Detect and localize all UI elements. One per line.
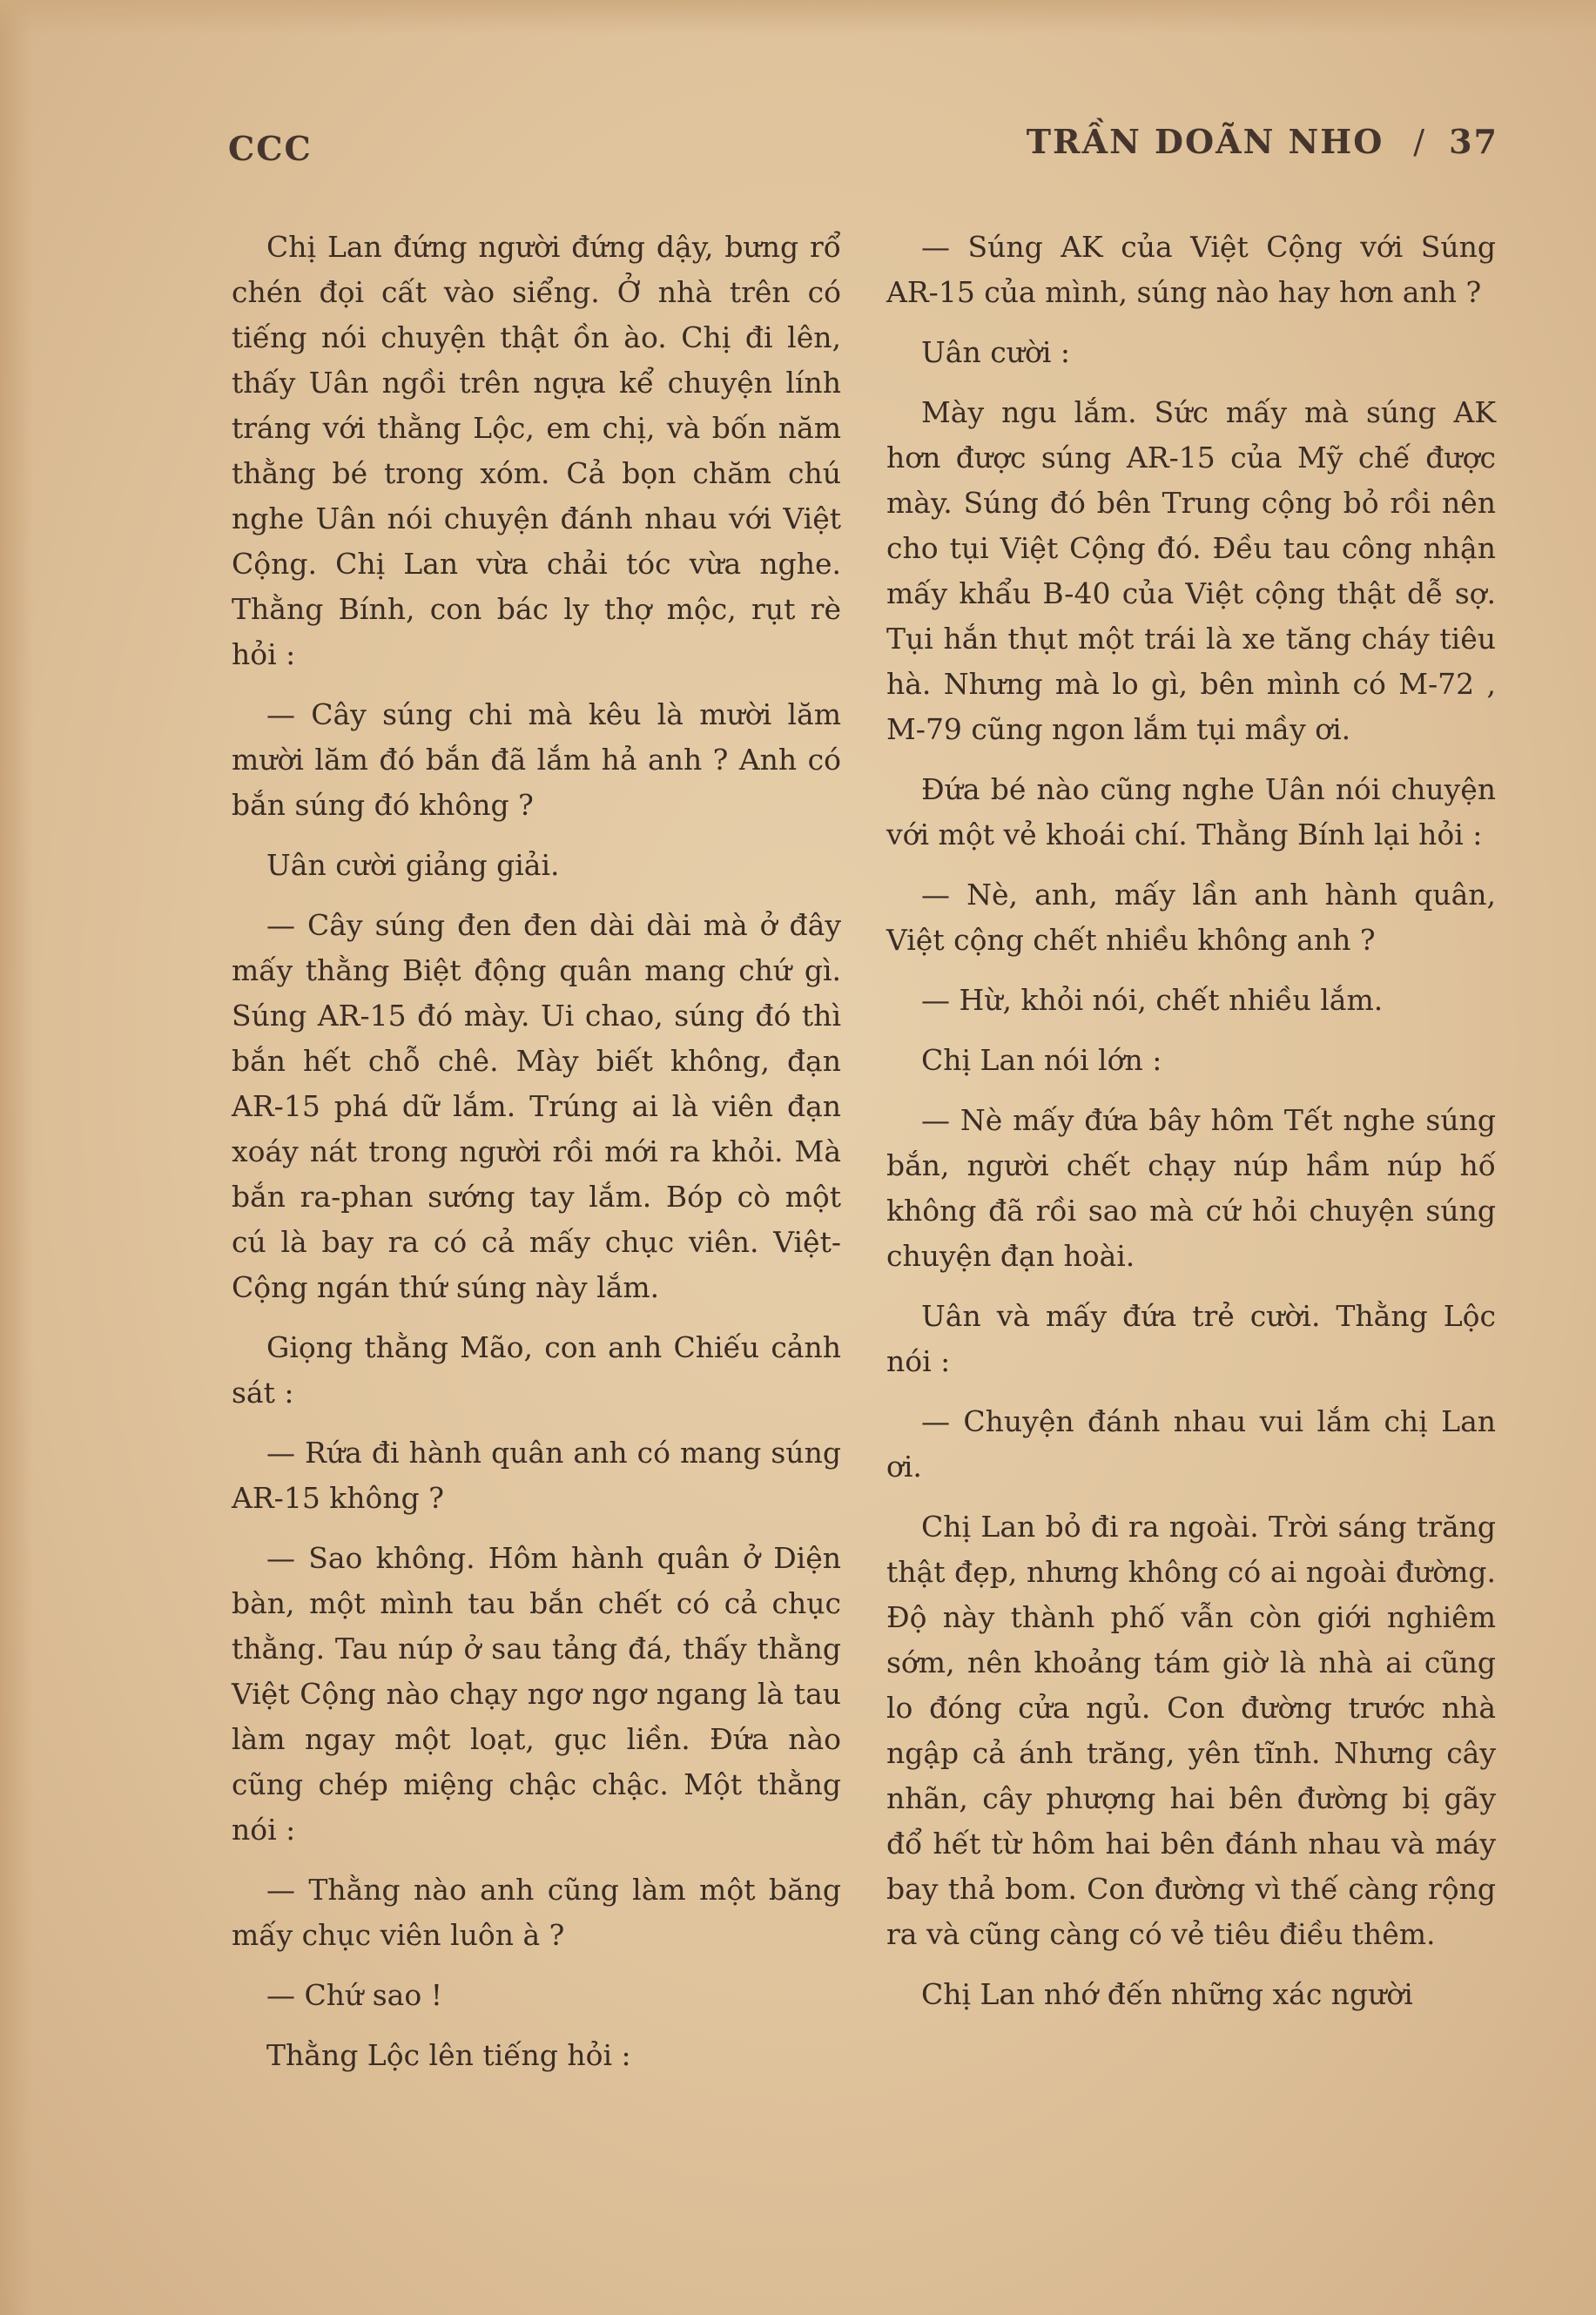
paragraph: — Cây súng chi mà kêu là mười lăm mười lăm đó bắn đã lắm hả anh ? Anh có bắn súng đó không ?: [232, 697, 841, 822]
page-header-left: CCC: [228, 129, 313, 168]
paragraph: Uân và mấy đứa trẻ cười. Thằng Lộc nói :: [886, 1299, 1496, 1378]
paragraph: Thằng Lộc lên tiếng hỏi :: [266, 2038, 631, 2072]
paragraph: Chị Lan bỏ đi ra ngoài. Trời sáng trăng thật đẹp, nhưng không có ai ngoài đường. Độ này thành phố vẫn còn giới nghiêm sớm, nên khoảng tám giờ là nhà ai cũng lo đóng cửa ngủ. Con đường trước nhà ngập cả ánh trăng, yên tĩnh. Nhưng cây nhãn, cây phượng hai bên đường bị gãy đổ hết từ hôm hai bên đánh nhau và máy bay thả bom. Con đường vì thế càng rộng ra và cũng càng có vẻ tiêu điều thêm.: [886, 1510, 1496, 1951]
author-name: TRẦN DOÃN NHO: [1026, 122, 1384, 161]
text-column-right: [886, 225, 1496, 2032]
paragraph: — Sao không. Hôm hành quân ở Diện bàn, một mình tau bắn chết có cả chục thằng. Tau núp ở sau tảng đá, thấy thằng Việt Cộng nào chạy ngơ ngơ ngang là tau làm ngay một loạt, gục liền. Đứa nào cũng chép miệng chậc chậc. Một thằng nói :: [232, 1541, 841, 1847]
paragraph: — Chuyện đánh nhau vui lắm chị Lan ơi.: [886, 1404, 1496, 1484]
header-separator: /: [1413, 123, 1427, 161]
page-header-right: [1027, 122, 1498, 161]
page-number: 37: [1449, 122, 1498, 161]
paragraph: — Chứ sao !: [266, 1978, 442, 2012]
paragraph: — Nè, anh, mấy lần anh hành quân, Việt cộng chết nhiều không anh ?: [886, 878, 1496, 957]
paragraph: — Nè mấy đứa bây hôm Tết nghe súng bắn, người chết chạy núp hầm núp hố không đã rồi sao mà cứ hỏi chuyện súng chuyện đạn hoài.: [886, 1103, 1496, 1273]
paragraph: Uân cười :: [921, 335, 1070, 369]
paragraph: — Rứa đi hành quân anh có mang súng AR-15 không ?: [232, 1436, 841, 1515]
paragraph: Chị Lan đứng người đứng dậy, bưng rổ chén đọi cất vào siểng. Ở nhà trên có tiếng nói chuyện thật ồn ào. Chị đi lên, thấy Uân ngồi trên ngựa kể chuyện lính tráng với thằng Lộc, em chị, và bốn năm thằng bé trong xóm. Cả bọn chăm chú nghe Uân nói chuyện đánh nhau với Việt Cộng. Chị Lan vừa chải tóc vừa nghe. Thằng Bính, con bác ly thợ mộc, rụt rè hỏi :: [232, 230, 841, 671]
paragraph: Uân cười giảng giải.: [266, 848, 560, 882]
paragraph: Giọng thằng Mão, con anh Chiếu cảnh sát :: [232, 1330, 841, 1410]
paragraph: Chị Lan nói lớn :: [921, 1043, 1162, 1077]
paragraph: — Cây súng đen đen dài dài mà ở đây mấy thằng Biệt động quân mang chứ gì. Súng AR-15 đó mày. Ui chao, súng đó thì bắn hết chỗ chê. Mày biết không, đạn AR-15 phá dữ lắm. Trúng ai là viên đạn xoáy nát trong người rồi mới ra khỏi. Mà bắn ra-phan sướng tay lắm. Bóp cò một cú là bay ra có cả mấy chục viên. Việt-Cộng ngán thứ súng này lắm.: [232, 908, 841, 1304]
text-column-left: [232, 225, 841, 2093]
paragraph: Mày ngu lắm. Sức mấy mà súng AK hơn được súng AR-15 của Mỹ chế được mày. Súng đó bên Trung cộng bỏ rồi nên cho tụi Việt Cộng đó. Đều tau công nhận mấy khẩu B-40 của Việt cộng thật dễ sợ. Tụi hắn thụt một trái là xe tăng cháy tiêu hà. Nhưng mà lo gì, bên mình có M-72 , M-79 cũng ngon lắm tụi mầy ơi.: [886, 395, 1496, 746]
paragraph: — Thằng nào anh cũng làm một băng mấy chục viên luôn à ?: [232, 1873, 841, 1952]
paragraph: — Hừ, khỏi nói, chết nhiều lắm.: [921, 983, 1384, 1017]
paragraph: Chị Lan nhớ đến những xác người: [921, 1977, 1413, 2011]
paragraph: — Súng AK của Việt Cộng với Súng AR-15 của mình, súng nào hay hơn anh ?: [886, 230, 1496, 309]
paragraph: Đứa bé nào cũng nghe Uân nói chuyện với một vẻ khoái chí. Thằng Bính lại hỏi :: [886, 772, 1496, 851]
